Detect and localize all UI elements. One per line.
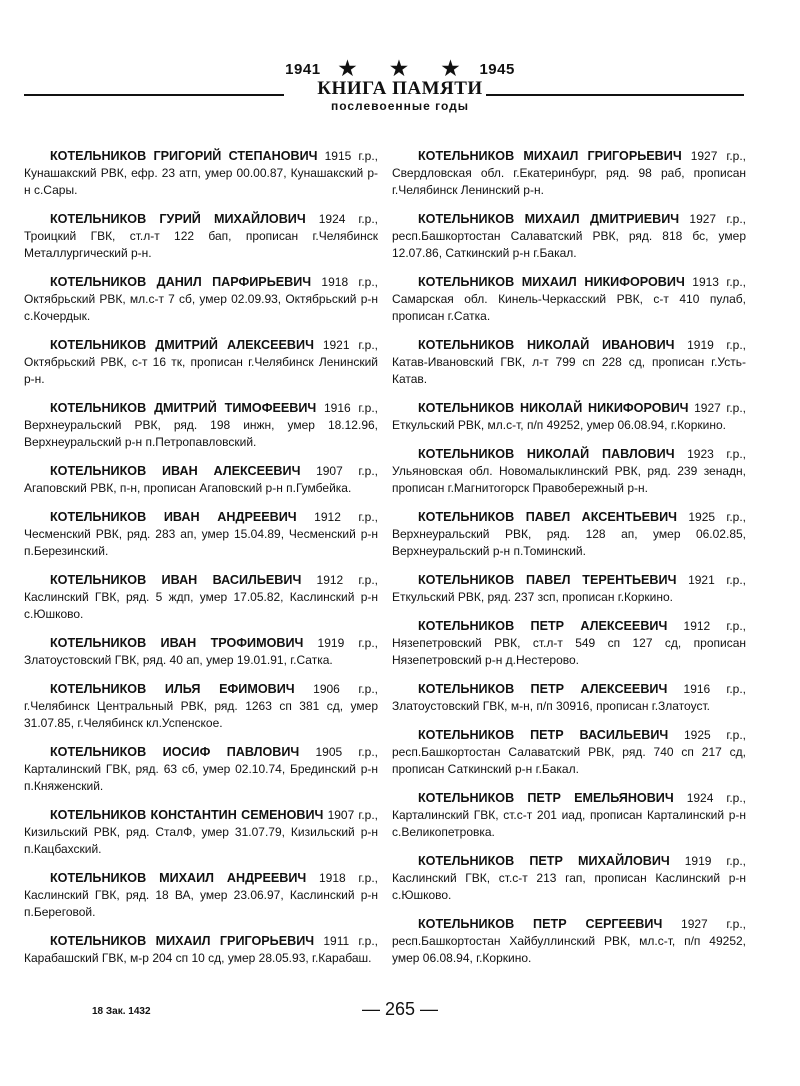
sheet-note: 18 Зак. 1432: [92, 1006, 151, 1017]
entry-details: 1915 г.р., Кунашакский РВК, ефр. 23 атп, умер 00.00.87, Кунашакский р-н с.Сары.: [24, 149, 378, 197]
entry-name: КОТЕЛЬНИКОВ ИОСИФ ПАВЛОВИЧ: [50, 745, 300, 759]
register-entry: [24, 933, 378, 967]
entry-details: 1919 г.р., Катав-Ивановский ГВК, л-т 799 сп 228 сд, прописан г.Усть-Катав.: [392, 338, 746, 386]
register-entry: [24, 337, 378, 388]
register-entry: [24, 572, 378, 623]
entry-name: КОТЕЛЬНИКОВ МИХАИЛ АНДРЕЕВИЧ: [50, 871, 307, 885]
star-icon: ★ ★ ★: [338, 58, 474, 80]
register-entry: [392, 211, 746, 262]
year-start: 1941: [285, 61, 321, 78]
entry-details: 1925 г.р., Верхнеуральский РВК, ряд. 128 ап, умер 06.02.85, Верхнеуральский р-н п.Томинский.: [392, 510, 746, 558]
page-header: [0, 56, 800, 116]
register-entry: [392, 446, 746, 497]
register-entry: [24, 870, 378, 921]
entry-details: 1918 г.р., Октябрьский РВК, мл.с-т 7 сб, умер 02.09.93, Октябрьский р-н с.Кочердык.: [24, 275, 378, 323]
entry-name: КОТЕЛЬНИКОВ НИКОЛАЙ НИКИФОРОВИЧ: [418, 401, 689, 415]
entry-name: КОТЕЛЬНИКОВ ПАВЕЛ АКСЕНТЬЕВИЧ: [418, 510, 678, 524]
entry-details: 1906 г.р., г.Челябинск Центральный РВК, ряд. 1263 сп 381 сд, умер 31.07.85, г.Челябинск кл.Успенское.: [24, 682, 378, 730]
register-entry: [392, 853, 746, 904]
entry-details: 1925 г.р., респ.Башкортостан Салаватский РВК, ряд. 740 сп 217 сд, прописан Саткинский р-н г.Бакал.: [392, 728, 746, 776]
entry-name: КОТЕЛЬНИКОВ ИВАН ВАСИЛЬЕВИЧ: [50, 573, 302, 587]
register-entry: [392, 618, 746, 669]
entry-details: 1919 г.р., Каслинский ГВК, ст.с-т 213 гап, прописан Каслинский р-н с.Юшково.: [392, 854, 746, 902]
entry-name: КОТЕЛЬНИКОВ ПАВЕЛ ТЕРЕНТЬЕВИЧ: [418, 573, 677, 587]
entry-name: КОТЕЛЬНИКОВ ИВАН АНДРЕЕВИЧ: [50, 510, 297, 524]
register-entry: [392, 790, 746, 841]
book-subtitle: послевоенные годы: [330, 99, 470, 113]
entry-name: КОТЕЛЬНИКОВ ПЕТР СЕРГЕЕВИЧ: [418, 917, 663, 931]
entry-details: 1919 г.р., Златоустовский ГВК, ряд. 40 ап, умер 19.01.91, г.Сатка.: [24, 636, 378, 667]
entry-details: 1905 г.р., Карталинский ГВК, ряд. 63 сб, умер 02.10.74, Брединский р-н п.Княженский.: [24, 745, 378, 793]
entry-name: КОТЕЛЬНИКОВ ПЕТР МИХАЙЛОВИЧ: [418, 854, 670, 868]
entry-name: КОТЕЛЬНИКОВ ДМИТРИЙ АЛЕКСЕЕВИЧ: [50, 338, 314, 352]
left-column: [24, 148, 378, 979]
entry-name: КОТЕЛЬНИКОВ ДАНИЛ ПАРФИРЬЕВИЧ: [50, 275, 312, 289]
register-entry: [392, 572, 746, 606]
register-entry: [24, 148, 378, 199]
register-entry: [24, 400, 378, 451]
entry-details: 1907 г.р., Кизильский РВК, ряд. СталФ, умер 31.07.79, Кизильский р-н п.Кацбахский.: [24, 808, 379, 856]
entry-name: КОТЕЛЬНИКОВ ДМИТРИЙ ТИМОФЕЕВИЧ: [50, 401, 317, 415]
entry-details: 1927 г.р., Свердловская обл. г.Екатеринбург, ряд. 98 раб, прописан г.Челябинск Ленинский р-н.: [392, 149, 746, 197]
entry-details: 1923 г.р., Ульяновская обл. Новомалыклинский РВК, ряд. 239 зенадн, прописан г.Магнитогорск Правобережный р-н.: [392, 447, 746, 495]
register-entry: [392, 727, 746, 778]
register-entry: [392, 148, 746, 199]
entry-details: 1912 г.р., Нязепетровский РВК, ст.л-т 549 сп 127 сд, прописан Нязепетровский р-н д.Нестерово.: [392, 619, 746, 667]
entry-details: 1927 г.р., респ.Башкортостан Салаватский РВК, ряд. 818 бс, умер 12.07.86, Саткинский р-н г.Бакал.: [392, 212, 746, 260]
entry-name: КОТЕЛЬНИКОВ МИХАИЛ ГРИГОРЬЕВИЧ: [50, 934, 315, 948]
entry-name: КОТЕЛЬНИКОВ ПЕТР ВАСИЛЬЕВИЧ: [418, 728, 669, 742]
entry-name: КОТЕЛЬНИКОВ КОНСТАНТИН СЕМЕНОВИЧ: [50, 808, 324, 822]
register-entry: [24, 274, 378, 325]
register-entry: [24, 807, 378, 858]
entry-name: КОТЕЛЬНИКОВ ИВАН ТРОФИМОВИЧ: [50, 636, 304, 650]
entry-name: КОТЕЛЬНИКОВ ГРИГОРИЙ СТЕПАНОВИЧ: [50, 149, 318, 163]
entry-details: 1918 г.р., Каслинский ГВК, ряд. 18 ВА, умер 23.06.97, Каслинский р-н п.Береговой.: [24, 871, 379, 919]
register-entry: [392, 274, 746, 325]
entry-details: 1912 г.р., Чесменский РВК, ряд. 283 ап, умер 15.04.89, Чесменский р-н п.Березинский.: [24, 510, 378, 558]
entry-name: КОТЕЛЬНИКОВ ИЛЬЯ ЕФИМОВИЧ: [50, 682, 295, 696]
entry-name: КОТЕЛЬНИКОВ НИКОЛАЙ ИВАНОВИЧ: [418, 338, 675, 352]
page-number: — 265 —: [361, 999, 439, 1019]
entry-details: 1907 г.р., Агаповский РВК, п-н, прописан Агаповский р-н п.Гумбейка.: [24, 464, 378, 495]
register-entry: [392, 916, 746, 967]
entry-details: 1921 г.р., Октябрьский РВК, с-т 16 тк, прописан г.Челябинск Ленинский р-н.: [24, 338, 378, 386]
entry-name: КОТЕЛЬНИКОВ ГУРИЙ МИХАЙЛОВИЧ: [50, 212, 306, 226]
register-entry: [24, 744, 378, 795]
entry-details: 1913 г.р., Самарская обл. Кинель-Черкасский РВК, с-т 410 пулаб, прописан г.Сатка.: [392, 275, 746, 323]
book-title: КНИГА ПАМЯТИ: [317, 78, 483, 99]
entry-details: 1924 г.р., Троицкий ГВК, ст.л-т 122 бап, прописан г.Челябинск Металлургический р-н.: [24, 212, 378, 260]
register-entry: [392, 509, 746, 560]
register-entry: [392, 400, 746, 434]
entry-name: КОТЕЛЬНИКОВ МИХАИЛ ГРИГОРЬЕВИЧ: [418, 149, 682, 163]
entry-details: 1924 г.р., Карталинский ГВК, ст.с-т 201 иад, прописан Карталинский р-н с.Великопетровка.: [392, 791, 746, 839]
right-column: [392, 148, 746, 979]
entry-name: КОТЕЛЬНИКОВ ПЕТР АЛЕКСЕЕВИЧ: [418, 619, 668, 633]
year-end: 1945: [479, 61, 515, 78]
entry-details: 1916 г.р., Верхнеуральский РВК, ряд. 198 инжн, умер 18.12.96, Верхнеуральский р-н п.Петропавловский.: [24, 401, 378, 449]
entry-details: 1921 г.р., Еткульский РВК, ряд. 237 зсп, прописан г.Коркино.: [392, 573, 746, 604]
entry-details: 1916 г.р., Златоустовский ГВК, м-н, п/п 30916, прописан г.Златоуст.: [392, 682, 746, 713]
register-entry: [24, 509, 378, 560]
register-entry: [24, 211, 378, 262]
entry-name: КОТЕЛЬНИКОВ ПЕТР ЕМЕЛЬЯНОВИЧ: [418, 791, 674, 805]
register-entry: [24, 635, 378, 669]
register-entry: [392, 337, 746, 388]
years-line: [0, 58, 800, 80]
entry-name: КОТЕЛЬНИКОВ ПЕТР АЛЕКСЕЕВИЧ: [418, 682, 668, 696]
entry-details: 1912 г.р., Каслинский ГВК, ряд. 5 ждп, умер 17.05.82, Каслинский р-н с.Юшково.: [24, 573, 378, 621]
entry-name: КОТЕЛЬНИКОВ ИВАН АЛЕКСЕЕВИЧ: [50, 464, 301, 478]
entry-name: КОТЕЛЬНИКОВ МИХАИЛ ДМИТРИЕВИЧ: [418, 212, 680, 226]
register-entry: [392, 681, 746, 715]
entry-name: КОТЕЛЬНИКОВ МИХАИЛ НИКИФОРОВИЧ: [418, 275, 685, 289]
entry-name: КОТЕЛЬНИКОВ НИКОЛАЙ ПАВЛОВИЧ: [418, 447, 675, 461]
register-entry: [24, 463, 378, 497]
entry-details: 1927 г.р., Еткульский РВК, мл.с-т, п/п 49252, умер 06.08.94, г.Коркино.: [392, 401, 746, 432]
entry-details: 1911 г.р., Карабашский ГВК, м-р 204 сп 10 сд, умер 28.05.93, г.Карабаш.: [24, 934, 378, 965]
register-entry: [24, 681, 378, 732]
entry-details: 1927 г.р., респ.Башкортостан Хайбуллинский РВК, мл.с-т, п/п 49252, умер 06.08.94, г.Коркино.: [392, 917, 747, 965]
